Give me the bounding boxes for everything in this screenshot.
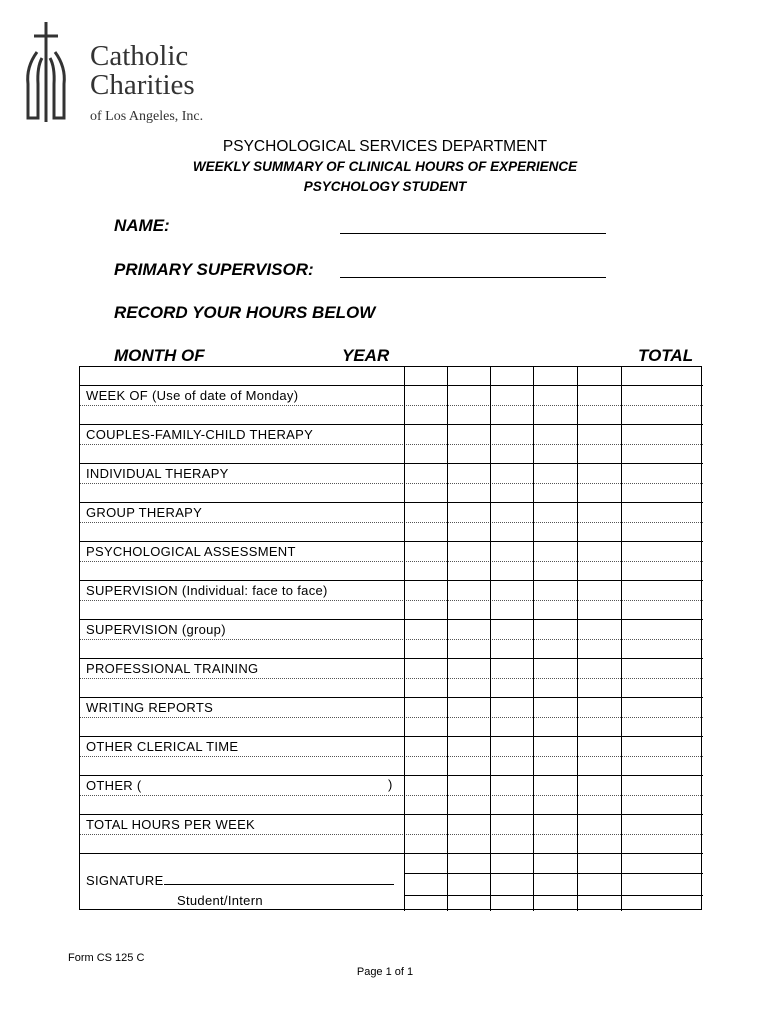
table-rule [80,834,703,835]
table-rule [80,795,703,796]
table-rule [80,502,703,503]
signature-sublabel: Student/Intern [177,893,263,908]
page-number: Page 1 of 1 [356,966,414,978]
table-row-label: SUPERVISION (Individual: face to face) [86,583,328,598]
signature-area-rule [404,895,703,896]
signature-field[interactable] [164,884,394,885]
table-rule [80,541,703,542]
table-rule [80,853,703,854]
table-rule [80,580,703,581]
logo-wordmark [90,42,203,125]
table-rule [80,561,703,562]
month-label: MONTH OF [114,346,205,365]
table-rule [80,385,703,386]
table-rule [80,444,703,445]
supervisor-field[interactable] [340,260,606,278]
name-field[interactable] [340,216,606,234]
table-rule [80,814,703,815]
table-row-label: PSYCHOLOGICAL ASSESSMENT [86,544,296,559]
table-rule [80,639,703,640]
table-column-rule [577,367,578,911]
logo-line-location: of Los Angeles, Inc. [90,109,204,124]
form-audience: PSYCHOLOGY STUDENT [303,179,467,194]
table-rule [80,658,703,659]
table-row-label: WEEK OF (Use of date of Monday) [86,388,299,403]
table-row-label: TOTAL HOURS PER WEEK [86,817,256,832]
other-close-paren: ) [388,777,393,792]
table-rule [80,717,703,718]
catholic-charities-logo-icon [24,22,74,122]
table-rule [80,463,703,464]
table-row-label: COUPLES-FAMILY-CHILD THERAPY [86,427,314,442]
record-hours-heading: RECORD YOUR HOURS BELOW [114,303,376,322]
form-subtitle: WEEKLY SUMMARY OF CLINICAL HOURS OF EXPERIENCE [192,159,578,174]
table-rule [80,405,703,406]
table-rule [80,775,703,776]
table-row-label: INDIVIDUAL THERAPY [86,466,229,481]
logo-line-catholic: Catholic [90,40,189,72]
signature-area-rule [404,873,703,874]
table-row-label: OTHER CLERICAL TIME [86,739,239,754]
table-column-rule [404,367,405,911]
table-row-label: PROFESSIONAL TRAINING [86,661,259,676]
name-label: NAME: [114,216,170,235]
year-label: YEAR [342,346,390,365]
table-row-label: OTHER ( [86,778,142,793]
table-column-rule [490,367,491,911]
supervisor-label: PRIMARY SUPERVISOR: [114,260,314,279]
table-rule [80,424,703,425]
table-rule [80,483,703,484]
table-column-rule [447,367,448,911]
table-rule [80,600,703,601]
logo-line-charities: Charities [90,69,195,101]
table-rule [80,522,703,523]
table-rule [80,756,703,757]
table-column-rule [621,367,622,911]
total-label: TOTAL [638,346,694,365]
signature-label [86,873,394,888]
table-row-label: WRITING REPORTS [86,700,214,715]
department-title: PSYCHOLOGICAL SERVICES DEPARTMENT [222,138,548,155]
form-number: Form CS 125 C [68,952,145,964]
table-column-rule [533,367,534,911]
signature-label-text: SIGNATURE [86,873,164,888]
table-row-label: GROUP THERAPY [86,505,203,520]
table-rule [80,697,703,698]
table-rule [80,736,703,737]
table-rule [80,619,703,620]
table-row-label: SUPERVISION (group) [86,622,226,637]
table-rule [80,678,703,679]
